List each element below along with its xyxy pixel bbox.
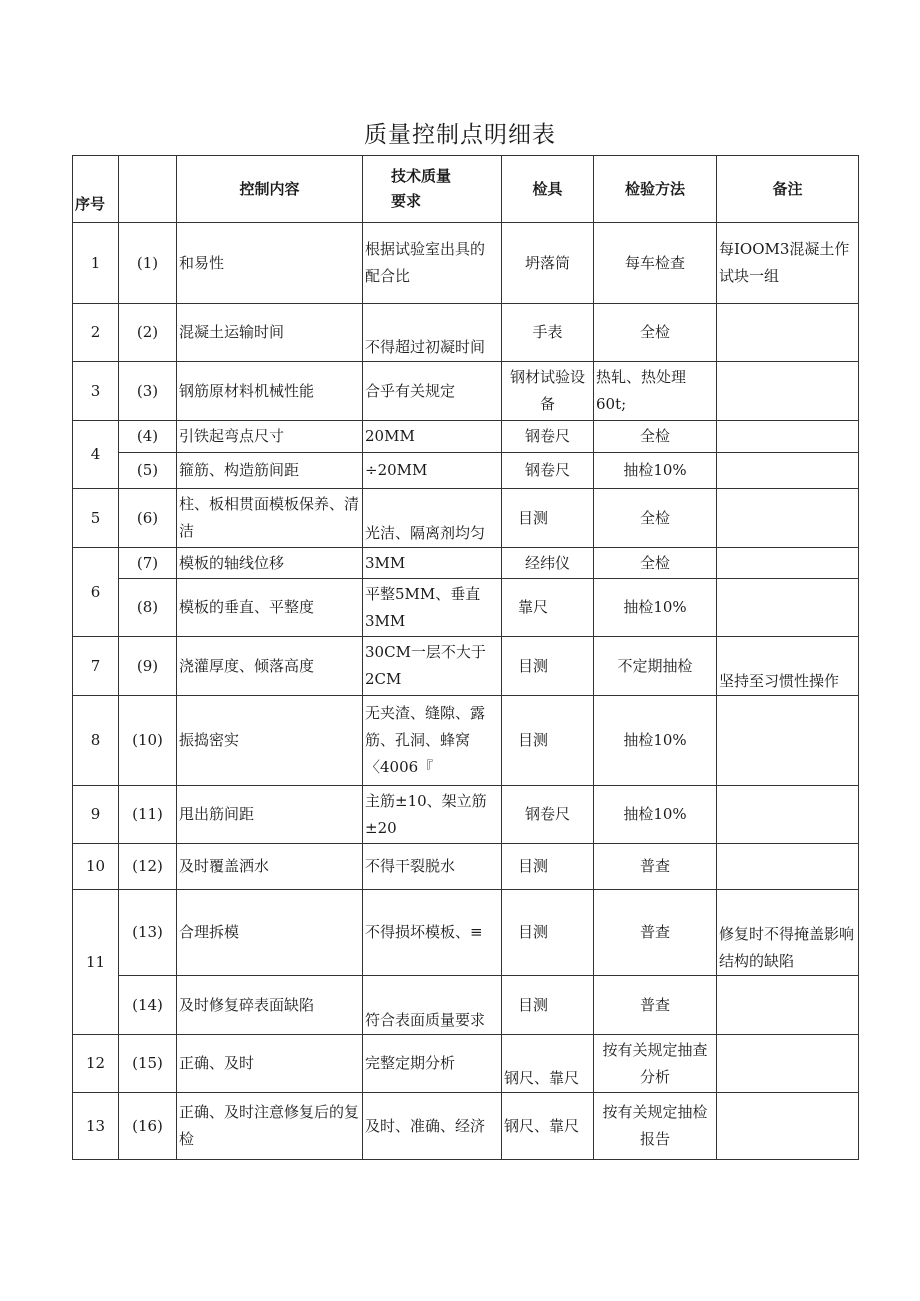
method-cell: 每车检查 (594, 223, 717, 304)
seq-cell: 2 (73, 304, 119, 362)
remark-cell (717, 579, 859, 637)
requirement-cell: 不得干裂脱水 (363, 844, 502, 890)
requirement-cell: 及时、准确、经济 (363, 1093, 502, 1160)
content-cell: 合理拆模 (177, 890, 363, 976)
table-row (73, 489, 859, 548)
sub-index-cell: (5) (119, 453, 177, 489)
method-cell: 按有关规定抽查分析 (594, 1035, 717, 1093)
header-remark: 备注 (717, 156, 859, 223)
seq-cell: 10 (73, 844, 119, 890)
tool-cell: 目测 (502, 696, 594, 786)
table-row (73, 421, 859, 453)
tool-cell: 钢卷尺 (502, 786, 594, 844)
sub-index-cell: (13) (119, 890, 177, 976)
requirement-cell: 平整5MM、垂直3MM (363, 579, 502, 637)
content-cell: 正确、及时 (177, 1035, 363, 1093)
seq-cell: 5 (73, 489, 119, 548)
table-row (73, 696, 859, 786)
method-cell: 普查 (594, 890, 717, 976)
header-requirement-line2: 要求 (391, 192, 422, 210)
sub-index-cell: (16) (119, 1093, 177, 1160)
sub-index-cell: (7) (119, 548, 177, 579)
content-cell: 及时修复碎表面缺陷 (177, 976, 363, 1035)
method-cell: 普查 (594, 976, 717, 1035)
table-row (73, 362, 859, 421)
content-cell: 甩出筋间距 (177, 786, 363, 844)
seq-cell: 8 (73, 696, 119, 786)
remark-cell (717, 304, 859, 362)
seq-cell: 13 (73, 1093, 119, 1160)
remark-cell (717, 362, 859, 421)
tool-cell: 目测 (502, 844, 594, 890)
table-row (73, 1035, 859, 1093)
tool-cell: 目测 (502, 637, 594, 696)
header-requirement (363, 156, 502, 223)
remark-cell (717, 1035, 859, 1093)
remark-cell (717, 1093, 859, 1160)
sub-index-cell: (1) (119, 223, 177, 304)
requirement-cell: 无夹渣、缝隙、露筋、孔洞、蜂窝〈4006『 (363, 696, 502, 786)
header-method: 检验方法 (594, 156, 717, 223)
header-requirement-line1: 技术质量 (391, 167, 452, 185)
seq-cell: 6 (73, 548, 119, 637)
tool-cell: 钢卷尺 (502, 453, 594, 489)
method-cell: 普查 (594, 844, 717, 890)
tool-cell: 手表 (502, 304, 594, 362)
table-row (73, 976, 859, 1035)
sub-index-cell: (4) (119, 421, 177, 453)
method-cell: 热轧、热处理60t; (594, 362, 717, 421)
header-seq: 序号 (73, 156, 119, 223)
method-cell: 抽检10% (594, 786, 717, 844)
table-row (73, 1093, 859, 1160)
sub-index-cell: (14) (119, 976, 177, 1035)
table-row (73, 844, 859, 890)
requirement-cell: 光洁、隔离剂均匀 (363, 489, 502, 548)
method-cell: 按有关规定抽检报告 (594, 1093, 717, 1160)
remark-cell (717, 421, 859, 453)
content-cell: 正确、及时注意修复后的复检 (177, 1093, 363, 1160)
content-cell: 及时覆盖洒水 (177, 844, 363, 890)
header-content: 控制内容 (177, 156, 363, 223)
content-cell: 混凝土运输时间 (177, 304, 363, 362)
table-row (73, 637, 859, 696)
method-cell: 全检 (594, 548, 717, 579)
tool-cell: 经纬仪 (502, 548, 594, 579)
tool-cell: 目测 (502, 976, 594, 1035)
requirement-cell: 3MM (363, 548, 502, 579)
requirement-cell: ÷20MM (363, 453, 502, 489)
requirement-cell: 符合表面质量要求 (363, 976, 502, 1035)
method-cell: 全检 (594, 304, 717, 362)
seq-cell: 12 (73, 1035, 119, 1093)
content-cell: 模板的轴线位移 (177, 548, 363, 579)
method-cell: 不定期抽检 (594, 637, 717, 696)
header-sub-index (119, 156, 177, 223)
sub-index-cell: (3) (119, 362, 177, 421)
sub-index-cell: (11) (119, 786, 177, 844)
content-cell: 箍筋、构造筋间距 (177, 453, 363, 489)
requirement-cell: 不得损坏模板、≡ (363, 890, 502, 976)
remark-cell (717, 976, 859, 1035)
content-cell: 柱、板相贯面模板保养、清洁 (177, 489, 363, 548)
table-row (73, 890, 859, 976)
table-header-row (73, 156, 859, 223)
requirement-cell: 30CM一层不大于2CM (363, 637, 502, 696)
remark-cell (717, 489, 859, 548)
seq-cell: 9 (73, 786, 119, 844)
seq-cell: 11 (73, 890, 119, 1035)
seq-cell: 7 (73, 637, 119, 696)
method-cell: 抽检10% (594, 696, 717, 786)
requirement-cell: 合乎有关规定 (363, 362, 502, 421)
remark-cell (717, 548, 859, 579)
page-title: 质量控制点明细表 (364, 122, 556, 148)
content-cell: 引铁起弯点尺寸 (177, 421, 363, 453)
content-cell: 振捣密实 (177, 696, 363, 786)
seq-cell: 4 (73, 421, 119, 489)
sub-index-cell: (15) (119, 1035, 177, 1093)
requirement-cell: 完整定期分析 (363, 1035, 502, 1093)
table-row (73, 548, 859, 579)
sub-index-cell: (8) (119, 579, 177, 637)
requirement-cell: 根据试验室出具的配合比 (363, 223, 502, 304)
seq-cell: 1 (73, 223, 119, 304)
tool-cell: 钢尺、靠尺 (502, 1035, 594, 1093)
quality-control-table (72, 155, 859, 1160)
tool-cell: 坍落筒 (502, 223, 594, 304)
method-cell: 抽检10% (594, 579, 717, 637)
sub-index-cell: (6) (119, 489, 177, 548)
requirement-cell: 主筋±10、架立筋±20 (363, 786, 502, 844)
sub-index-cell: (2) (119, 304, 177, 362)
header-tool: 检具 (502, 156, 594, 223)
content-cell: 模板的垂直、平整度 (177, 579, 363, 637)
table-row (73, 453, 859, 489)
remark-cell: 每IOOM3混凝土作试块一组 (717, 223, 859, 304)
seq-cell: 3 (73, 362, 119, 421)
requirement-cell: 不得超过初凝时间 (363, 304, 502, 362)
tool-cell: 目测 (502, 489, 594, 548)
content-cell: 钢筋原材料机械性能 (177, 362, 363, 421)
tool-cell: 钢卷尺 (502, 421, 594, 453)
method-cell: 全检 (594, 421, 717, 453)
table-row (73, 223, 859, 304)
sub-index-cell: (12) (119, 844, 177, 890)
remark-cell (717, 696, 859, 786)
method-cell: 全检 (594, 489, 717, 548)
tool-cell: 钢尺、靠尺 (502, 1093, 594, 1160)
tool-cell: 靠尺 (502, 579, 594, 637)
content-cell: 浇灌厚度、倾落高度 (177, 637, 363, 696)
table-row (73, 579, 859, 637)
remark-cell (717, 844, 859, 890)
tool-cell: 目测 (502, 890, 594, 976)
requirement-cell: 20MM (363, 421, 502, 453)
table-row (73, 786, 859, 844)
sub-index-cell: (9) (119, 637, 177, 696)
remark-cell: 修复时不得掩盖影响结构的缺陷 (717, 890, 859, 976)
method-cell: 抽检10% (594, 453, 717, 489)
sub-index-cell: (10) (119, 696, 177, 786)
remark-cell (717, 786, 859, 844)
content-cell: 和易性 (177, 223, 363, 304)
table-row (73, 304, 859, 362)
remark-cell (717, 453, 859, 489)
remark-cell: 坚持至习惯性操作 (717, 637, 859, 696)
tool-cell: 钢材试验设备 (502, 362, 594, 421)
